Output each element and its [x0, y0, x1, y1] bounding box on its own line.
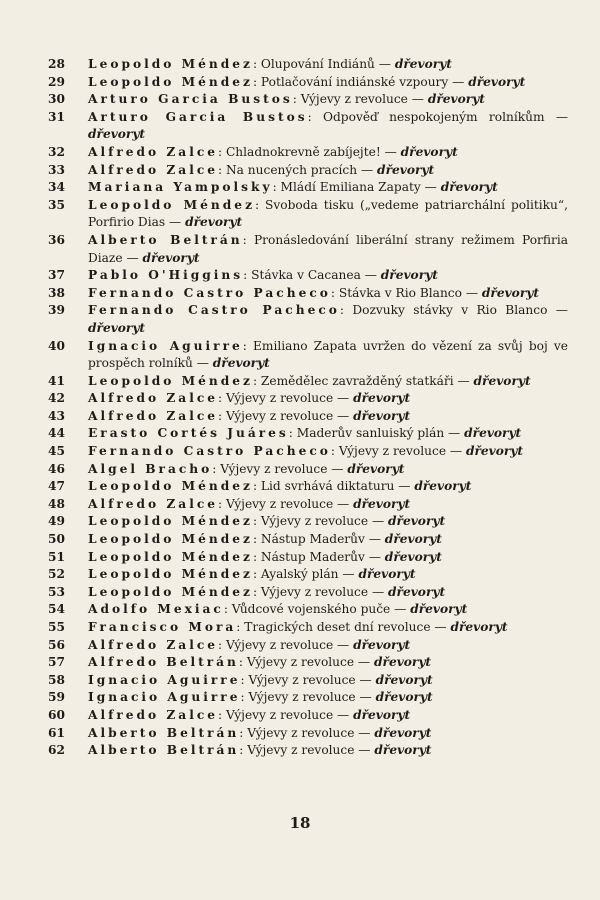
catalog-entry	[48, 338, 568, 373]
entry-author: Fernando Castro Pacheco	[88, 444, 331, 459]
entry-author: Adolfo Mexiac	[88, 602, 224, 617]
entry-content: Alfredo Zalce: Výjevy z revoluce — dřevoryt	[88, 707, 411, 722]
entry-content: Adolfo Mexiac: Vůdcové vojenského puče — dřevoryt	[88, 602, 468, 617]
entry-medium: dřevoryt	[353, 496, 411, 511]
entry-number: 42	[48, 391, 65, 406]
entry-medium: dřevoryt	[394, 57, 452, 71]
entry-title: Potlačování indiánské vzpoury —	[260, 74, 469, 89]
entry-title: Výjevy z revoluce —	[225, 391, 354, 406]
entry-medium: dřevoryt	[185, 215, 243, 230]
entry-title: Výjevy z revoluce —	[300, 92, 428, 107]
entry-medium: dřevoryt	[353, 408, 411, 423]
entry-title: Mládí Emiliana Zapaty —	[280, 180, 441, 195]
entry-content: Alfredo Zalce: Výjevy z revoluce — dřevoryt	[88, 391, 411, 406]
entry-author: Alfredo Zalce	[88, 162, 218, 177]
entry-medium: dřevoryt	[353, 637, 411, 652]
entry-title: Výjevy z revoluce —	[225, 408, 354, 423]
entry-number: 37	[48, 268, 65, 283]
entry-author: Mariana Yampolsky	[88, 180, 273, 195]
entry-number: 57	[48, 655, 65, 670]
entry-number: 51	[48, 549, 65, 564]
entry-author: Leopoldo Méndez	[88, 479, 253, 494]
entry-author: Leopoldo Méndez	[88, 197, 255, 212]
entry-title: Stávka v Cacanea —	[251, 268, 381, 283]
entry-title: Maderův sanluiský plán —	[296, 426, 465, 441]
entry-title: Tragických deset dní revoluce —	[244, 620, 451, 634]
entry-author: Leopoldo Méndez	[88, 57, 253, 71]
entry-medium: dřevoryt	[212, 356, 270, 371]
entry-author: Alberto Beltrán	[88, 743, 240, 758]
entry-medium: dřevoryt	[88, 320, 146, 335]
entry-title: Chladnokrevně zabíjejte! —	[225, 144, 401, 159]
entry-number: 56	[48, 637, 65, 652]
entry-author: Fernando Castro Pacheco	[88, 285, 331, 300]
entry-title: Na nucených pracích —	[225, 162, 378, 177]
entry-author: Leopoldo Méndez	[88, 567, 253, 582]
entry-content: Ignacio Aguirre: Výjevy z revoluce — dřevoryt	[88, 672, 433, 687]
entry-number: 33	[48, 162, 65, 177]
entry-content: Leopoldo Méndez: Svoboda tisku („vedeme patriarchální politiku“, Porfirio Dias — dřevoryt	[88, 197, 569, 230]
entry-number: 58	[48, 672, 65, 687]
entry-author: Alfredo Zalce	[88, 391, 218, 406]
catalog-entry	[48, 689, 568, 707]
entry-number: 29	[48, 74, 65, 89]
catalog-entry	[48, 584, 568, 602]
entry-title: Stávka v Rio Blanco —	[338, 285, 482, 300]
entry-title: Olupování Indiánů —	[260, 57, 395, 71]
entry-number: 45	[48, 444, 65, 459]
catalog-entry	[48, 531, 568, 549]
entry-number: 41	[48, 373, 65, 388]
entry-content: Leopoldo Méndez: Lid svrhává diktaturu — dřevoryt	[88, 479, 472, 494]
entry-content: Arturo Garcia Bustos: Odpověď nespokojeným rolníkům — dřevoryt	[88, 109, 569, 142]
entry-number: 39	[48, 303, 65, 318]
entry-title: Lid svrhává diktaturu —	[260, 479, 415, 494]
entry-medium: dřevoryt	[375, 672, 433, 687]
entry-title: Nástup Maderův —	[260, 532, 385, 547]
entry-content: Fernando Castro Pacheco: Dozvuky stávky v Rio Blanco — dřevoryt	[88, 303, 568, 335]
entry-author: Erasto Cortés Juáres	[88, 426, 289, 441]
entry-author: Ignacio Aguirre	[88, 338, 243, 353]
entry-content: Leopoldo Méndez: Ayalský plán — dřevoryt	[88, 567, 416, 582]
catalog-entry	[48, 478, 568, 496]
entry-number: 49	[48, 514, 65, 529]
entry-title: Výjevy z revoluce —	[338, 444, 466, 459]
entry-medium: dřevoryt	[374, 743, 432, 758]
entry-title: Emiliano Zapata uvržen do vězení za svůj boj ve prospěch rolníků —	[88, 338, 568, 371]
entry-medium: dřevoryt	[347, 461, 405, 476]
entry-author: Leopoldo Méndez	[88, 74, 253, 89]
entry-number: 48	[48, 496, 65, 511]
catalog-entry	[48, 425, 568, 443]
entry-number: 28	[48, 57, 65, 71]
catalog-entry	[48, 637, 568, 655]
entry-medium: dřevoryt	[388, 584, 446, 599]
entry-number: 59	[48, 690, 65, 705]
entry-content: Alfredo Zalce: Výjevy z revoluce — dřevoryt	[88, 637, 411, 652]
entry-author: Alfredo Zalce	[88, 707, 218, 722]
entry-content: Ignacio Aguirre: Emiliano Zapata uvržen do vězení za svůj boj ve prospěch rolníků — dřevoryt	[88, 338, 568, 371]
entry-author: Leopoldo Méndez	[88, 532, 253, 547]
entry-author: Ignacio Aguirre	[88, 672, 241, 687]
entry-number: 36	[48, 232, 65, 247]
entry-medium: dřevoryt	[358, 567, 416, 582]
catalog-entry	[48, 496, 568, 514]
entry-author: Alberto Beltrán	[88, 232, 243, 247]
entry-medium: dřevoryt	[414, 479, 472, 494]
entry-number: 35	[48, 197, 65, 212]
entry-content: Alfredo Zalce: Výjevy z revoluce — dřevoryt	[88, 408, 411, 423]
catalog-entry	[48, 162, 568, 180]
entry-content: Mariana Yampolsky: Mládí Emiliana Zapaty — dřevoryt	[88, 180, 498, 195]
entry-medium: dřevoryt	[400, 144, 458, 159]
entry-author: Leopoldo Méndez	[88, 584, 253, 599]
entry-content: Ignacio Aguirre: Výjevy z revoluce — dřevoryt	[88, 690, 433, 705]
entry-medium: dřevoryt	[377, 162, 435, 177]
entry-content: Alfredo Beltrán: Výjevy z revoluce — dřevoryt	[88, 655, 432, 670]
entry-medium: dřevoryt	[374, 655, 432, 670]
entry-author: Ignacio Aguirre	[88, 690, 241, 705]
catalog-entry	[48, 302, 568, 337]
entry-number: 40	[48, 338, 65, 353]
catalog-entry	[48, 742, 568, 760]
entry-content: Alberto Beltrán: Výjevy z revoluce — dřevoryt	[88, 743, 432, 758]
entry-content: Alfredo Zalce: Na nucených pracích — dřevoryt	[88, 162, 435, 177]
entry-title: Výjevy z revoluce —	[248, 690, 376, 705]
page-number: 18	[289, 814, 311, 832]
catalog-entry	[48, 232, 568, 267]
entry-number: 62	[48, 743, 65, 758]
entry-number: 46	[48, 461, 65, 476]
entry-number: 43	[48, 408, 65, 423]
entry-content: Leopoldo Méndez: Výjevy z revoluce — dřevoryt	[88, 584, 446, 599]
entry-medium: dřevoryt	[88, 127, 146, 142]
entry-medium: dřevoryt	[473, 373, 531, 388]
entry-title: Pronásledování liberální strany režimem Porfiria Diaze —	[88, 232, 568, 265]
entry-author: Alfredo Zalce	[88, 408, 218, 423]
entry-number: 61	[48, 725, 65, 740]
entry-title: Výjevy z revoluce —	[246, 655, 374, 670]
catalog-entry	[48, 197, 568, 232]
entry-content: Alberto Beltrán: Výjevy z revoluce — dřevoryt	[88, 725, 432, 740]
entry-number: 47	[48, 479, 65, 494]
entry-medium: dřevoryt	[450, 620, 508, 634]
entry-medium: dřevoryt	[375, 690, 433, 705]
entry-author: Leopoldo Méndez	[88, 514, 253, 529]
entry-author: Pablo O'Higgins	[88, 268, 244, 283]
entry-title: Vůdcové vojenského puče —	[231, 602, 411, 617]
entry-author: Alfredo Beltrán	[88, 655, 239, 670]
entry-author: Leopoldo Méndez	[88, 549, 253, 564]
catalog-entry	[48, 619, 568, 637]
entry-content: Alfredo Zalce: Chladnokrevně zabíjejte! — dřevoryt	[88, 144, 458, 159]
entry-number: 60	[48, 707, 65, 722]
entry-title: Výjevy z revoluce —	[260, 514, 389, 529]
entry-author: Algel Bracho	[88, 461, 213, 476]
catalog-entry	[48, 267, 568, 285]
entry-author: Arturo Garcia Bustos	[88, 92, 293, 107]
entry-title: Nástup Maderův —	[260, 549, 385, 564]
entry-author: Alberto Beltrán	[88, 725, 240, 740]
entry-number: 30	[48, 92, 65, 107]
entry-medium: dřevoryt	[410, 602, 468, 617]
entry-content: Arturo Garcia Bustos: Výjevy z revoluce — dřevoryt	[88, 92, 485, 107]
catalog-entry	[48, 601, 568, 619]
catalog-entry	[48, 707, 568, 725]
entry-number: 38	[48, 285, 65, 300]
catalog-entry	[48, 74, 568, 92]
entry-author: Alfredo Zalce	[88, 496, 218, 511]
catalog-entry	[48, 443, 568, 461]
entry-author: Francisco Mora	[88, 620, 237, 634]
catalog-entry	[48, 566, 568, 584]
catalog-entry	[48, 654, 568, 672]
catalog-entry	[48, 461, 568, 479]
entry-content: Pablo O'Higgins: Stávka v Cacanea — dřevoryt	[88, 268, 438, 283]
catalog-entry	[48, 179, 568, 197]
entry-title: Výjevy z revoluce —	[260, 584, 389, 599]
entry-author: Alfredo Zalce	[88, 144, 218, 159]
entry-content: Leopoldo Méndez: Potlačování indiánské vzpoury — dřevoryt	[88, 74, 526, 89]
catalog-entry	[48, 725, 568, 743]
entry-title: Dozvuky stávky v Rio Blanco —	[352, 303, 568, 318]
entry-medium: dřevoryt	[353, 707, 411, 722]
entry-medium: dřevoryt	[142, 250, 200, 265]
catalog-entry	[48, 144, 568, 162]
entry-content: Fernando Castro Pacheco: Stávka v Rio Blanco — dřevoryt	[88, 285, 539, 300]
entry-medium: dřevoryt	[384, 532, 442, 547]
entry-title: Odpověď nespokojeným rolníkům —	[323, 109, 569, 124]
entry-title: Výjevy z revoluce —	[225, 707, 354, 722]
entry-title: Výjevy z revoluce —	[225, 637, 354, 652]
entry-content: Alfredo Zalce: Výjevy z revoluce — dřevoryt	[88, 496, 411, 511]
entry-content: Leopoldo Méndez: Zemědělec zavražděný statkáři — dřevoryt	[88, 373, 531, 388]
entry-title: Výjevy z revoluce —	[225, 496, 354, 511]
entry-author: Arturo Garcia Bustos	[88, 109, 308, 124]
entry-medium: dřevoryt	[353, 391, 411, 406]
entry-number: 34	[48, 180, 65, 195]
entry-content: Leopoldo Méndez: Výjevy z revoluce — dřevoryt	[88, 514, 446, 529]
entry-content: Leopoldo Méndez: Olupování Indiánů — dřevoryt	[88, 57, 452, 71]
catalog-entry	[48, 56, 568, 74]
entry-title: Výjevy z revoluce —	[247, 725, 375, 740]
entry-medium: dřevoryt	[388, 514, 446, 529]
entry-author: Fernando Castro Pacheco	[88, 303, 340, 318]
catalog-entry	[48, 390, 568, 408]
entry-medium: dřevoryt	[427, 92, 485, 107]
entry-title: Výjevy z revoluce —	[247, 743, 375, 758]
entry-title: Zemědělec zavražděný statkáři —	[260, 373, 474, 388]
entry-number: 31	[48, 109, 65, 124]
entry-number: 50	[48, 532, 65, 547]
entry-content: Algel Bracho: Výjevy z revoluce — dřevoryt	[88, 461, 405, 476]
entry-author: Alfredo Zalce	[88, 637, 218, 652]
catalog-entry	[48, 91, 568, 109]
entry-medium: dřevoryt	[374, 725, 432, 740]
entry-medium: dřevoryt	[380, 268, 438, 283]
catalog-entry	[48, 513, 568, 531]
entry-title: Svoboda tisku („vedeme patriarchální politiku“, Porfirio Dias —	[88, 197, 569, 230]
entry-content: Erasto Cortés Juáres: Maderův sanluiský plán — dřevoryt	[88, 426, 522, 441]
entry-content: Alberto Beltrán: Pronásledování liberální strany režimem Porfiria Diaze — dřevoryt	[88, 232, 568, 265]
entry-medium: dřevoryt	[384, 549, 442, 564]
catalog-entry	[48, 109, 568, 144]
entry-title: Výjevy z revoluce —	[220, 461, 348, 476]
catalog-list	[48, 56, 568, 760]
entry-title: Ayalský plán —	[260, 567, 359, 582]
entry-number: 53	[48, 584, 65, 599]
entry-medium: dřevoryt	[440, 180, 498, 195]
entry-number: 32	[48, 144, 65, 159]
entry-content: Fernando Castro Pacheco: Výjevy z revoluce — dřevoryt	[88, 444, 524, 459]
entry-number: 44	[48, 426, 65, 441]
entry-medium: dřevoryt	[464, 426, 522, 441]
entry-author: Leopoldo Méndez	[88, 373, 253, 388]
entry-number: 54	[48, 602, 65, 617]
catalog-entry	[48, 373, 568, 391]
catalog-entry	[48, 672, 568, 690]
entry-title: Výjevy z revoluce —	[248, 672, 376, 687]
entry-number: 55	[48, 620, 65, 634]
entry-content: Francisco Mora: Tragických deset dní revoluce — dřevoryt	[88, 620, 508, 634]
catalog-entry	[48, 549, 568, 567]
catalog-entry	[48, 285, 568, 303]
entry-content: Leopoldo Méndez: Nástup Maderův — dřevoryt	[88, 549, 442, 564]
entry-medium: dřevoryt	[468, 74, 526, 89]
catalog-entry	[48, 408, 568, 426]
entry-medium: dřevoryt	[465, 444, 524, 459]
entry-content: Leopoldo Méndez: Nástup Maderův — dřevoryt	[88, 532, 442, 547]
entry-number: 52	[48, 567, 65, 582]
entry-medium: dřevoryt	[481, 285, 539, 300]
